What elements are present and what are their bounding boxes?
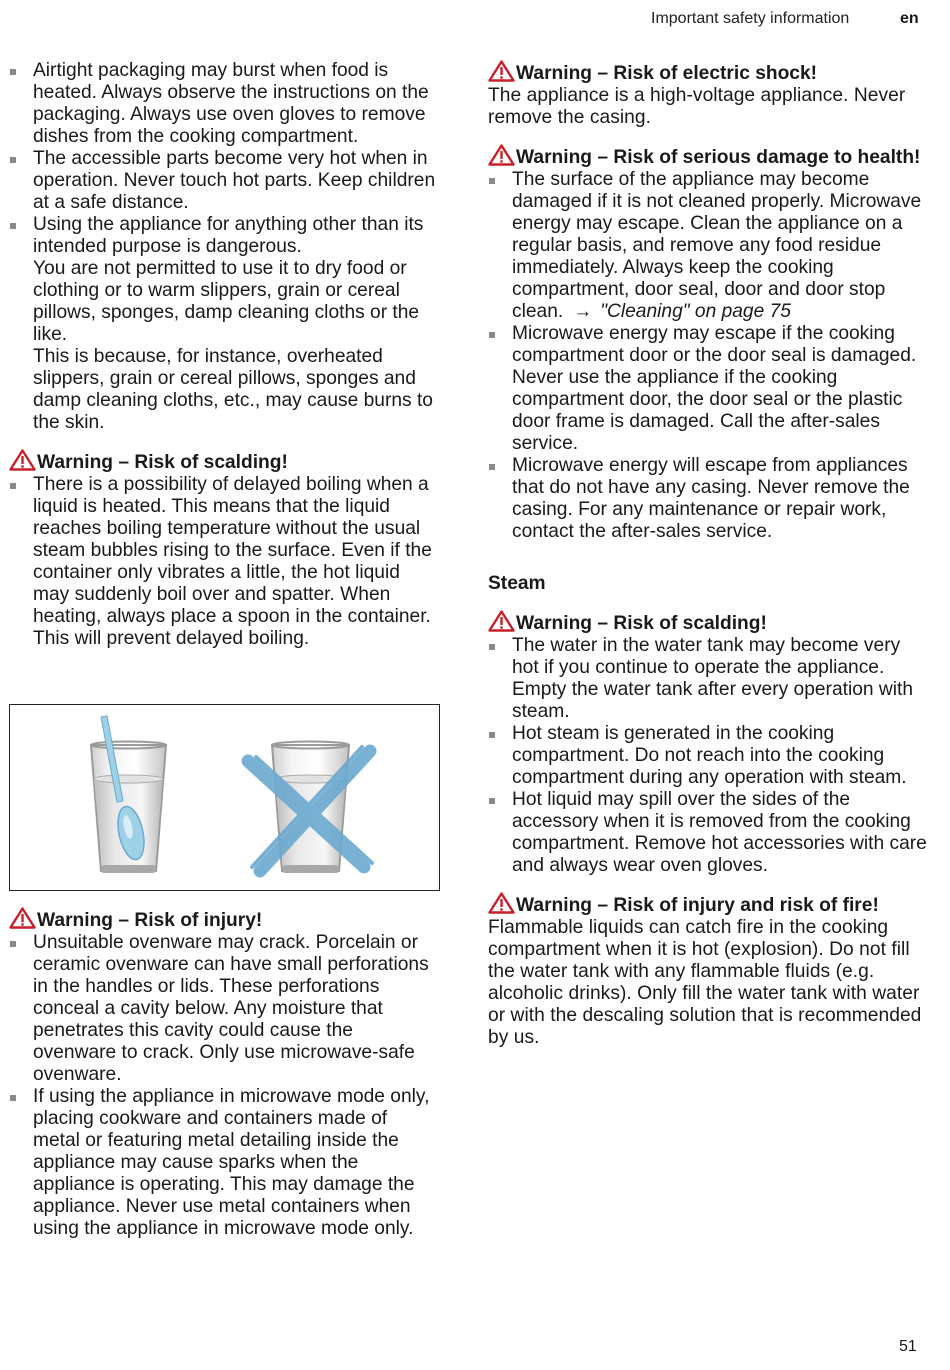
list-item-text: Unsuitable ovenware may crack. Porcelain or ceramic ovenware can have small perforations in the handles or lids. These perforations conceal a cavity below. Any moisture that penetrates this cavity could cause the ovenware to crack. Only use microwave-safe ovenware. — [33, 932, 429, 1085]
page-number: 51 — [899, 1338, 917, 1355]
arrow-right-icon: → — [573, 301, 593, 322]
list-item — [9, 932, 439, 1086]
list-item — [488, 723, 928, 789]
list-item-text: If using the appliance in microwave mode only, placing cookware and containers made of metal or featuring metal detailing inside the appliance may cause sparks when the appliance is operating. This may damage the appliance. Never use metal containers when using the appliance in microwave mode only. — [33, 1086, 430, 1239]
list-item — [9, 474, 439, 650]
warning-heading-health: Warning – Risk of serious damage to health! — [488, 144, 928, 169]
list-item-text: There is a possibility of delayed boiling when a liquid is heated. This means that the liquid reaches boiling temperature without the usual steam bubbles rising to the surface. Even if the container only vibrates a little, the hot liquid may suddenly boil over and spatter. When heating, always place a spoon in the container. This will prevent delayed boiling. — [33, 474, 432, 649]
warning-heading-electric-shock: Warning – Risk of electric shock! — [488, 60, 928, 85]
fire-warning-text: Flammable liquids can catch fire in the cooking compartment when it is hot (explosion). Do not fill the water tank with any flammable fluids (e.g. alcoholic drinks). Only fill the water tank with water or with the descaling solution that is recommended by us. — [488, 917, 922, 1048]
section-title: Important safety information — [651, 10, 850, 27]
cross-reference-link[interactable]: "Cleaning" on page 75 — [600, 301, 791, 322]
language-code: en — [900, 10, 919, 27]
left-column-lower — [9, 907, 439, 1240]
list-item — [488, 323, 928, 455]
warning-triangle-icon — [488, 60, 515, 82]
list-item — [9, 60, 439, 148]
page-header — [0, 8, 950, 32]
list-item-text: Hot steam is generated in the cooking compartment. Do not reach into the cooking compartment during any operation with steam. — [512, 723, 907, 788]
list-item-text: The accessible parts become very hot when in operation. Never touch hot parts. Keep children at a safe distance. — [33, 148, 436, 213]
bullet-square-icon — [489, 332, 495, 338]
warning-triangle-icon — [9, 449, 36, 471]
list-item-text: Airtight packaging may burst when food is heated. Always observe the instructions on the packaging. Always use oven gloves to remove dishes from the cooking compartment. — [33, 60, 429, 147]
left-column — [9, 60, 439, 650]
bullet-square-icon — [10, 483, 16, 489]
bullet-square-icon — [10, 1095, 16, 1101]
list-item — [9, 214, 439, 434]
list-item-text: Microwave energy may escape if the cooking compartment door or the door seal is damaged. Never use the appliance if the cooking compartment door, the door seal or the plastic door frame is damaged. Call the after-sales service. — [512, 323, 917, 454]
health-bullet-list — [488, 169, 928, 543]
bullet-square-icon — [10, 941, 16, 947]
warning-heading-steam-scalding: Warning – Risk of scalding! — [488, 610, 928, 635]
list-item — [488, 455, 928, 543]
list-item — [488, 169, 928, 323]
warning-triangle-icon — [488, 610, 515, 632]
list-item-text: Microwave energy will escape from appliances that do not have any casing. Never remove the casing. For any maintenance or repair work, contact the after-sales service. — [512, 455, 910, 542]
warning-triangle-icon — [488, 144, 515, 166]
list-item-text: This is because, for instance, overheated slippers, grain or cereal pillows, sponges and damp cleaning cloths, etc., may cause burns to the skin. — [33, 346, 433, 433]
warning-triangle-icon — [488, 892, 515, 914]
bullet-square-icon — [489, 178, 495, 184]
steam-scalding-bullet-list — [488, 635, 928, 877]
intro-bullet-list — [9, 60, 439, 434]
glass-with-spoon-icon — [91, 716, 166, 873]
list-item-text: Using the appliance for anything other than its intended purpose is dangerous. — [33, 214, 424, 257]
list-item-text: You are not permitted to use it to dry food or clothing or to warm slippers, grain or cereal pillows, sponges, damp cleaning cloths or the like. — [33, 258, 420, 345]
list-item — [488, 789, 928, 877]
bullet-square-icon — [489, 798, 495, 804]
right-column — [488, 60, 928, 1049]
list-item-text: The water in the water tank may become very hot if you continue to operate the appliance. Empty the water tank after every operation with steam. — [512, 635, 913, 722]
list-item — [488, 635, 928, 723]
bullet-square-icon — [489, 644, 495, 650]
bullet-square-icon — [489, 464, 495, 470]
list-item-text: Hot liquid may spill over the sides of the accessory when it is removed from the cooking compartment. Remove hot accessories with care and always wear oven gloves. — [512, 789, 927, 876]
steam-section-heading: Steam — [488, 573, 546, 594]
list-item — [9, 148, 439, 214]
warning-heading-fire: Warning – Risk of injury and risk of fire! — [488, 892, 928, 917]
bullet-square-icon — [10, 223, 16, 229]
warning-heading-injury: Warning – Risk of injury! — [9, 907, 439, 932]
scalding-bullet-list — [9, 474, 439, 650]
bullet-square-icon — [10, 157, 16, 163]
warning-triangle-icon — [9, 907, 36, 929]
delayed-boiling-illustration — [9, 704, 440, 891]
injury-bullet-list — [9, 932, 439, 1240]
list-item-text: The surface of the appliance may become damaged if it is not cleaned properly. Microwave energy may escape. Clean the appliance on a regular basis, and remove any food residue immediately. Always keep the cooking compartment, door seal, door and door stop clean. — [512, 169, 922, 322]
bullet-square-icon — [10, 69, 16, 75]
list-item — [9, 1086, 439, 1240]
bullet-square-icon — [489, 732, 495, 738]
electric-shock-text: The appliance is a high-voltage appliance. Never remove the casing. — [488, 85, 906, 128]
warning-heading-scalding: Warning – Risk of scalding! — [9, 449, 439, 474]
